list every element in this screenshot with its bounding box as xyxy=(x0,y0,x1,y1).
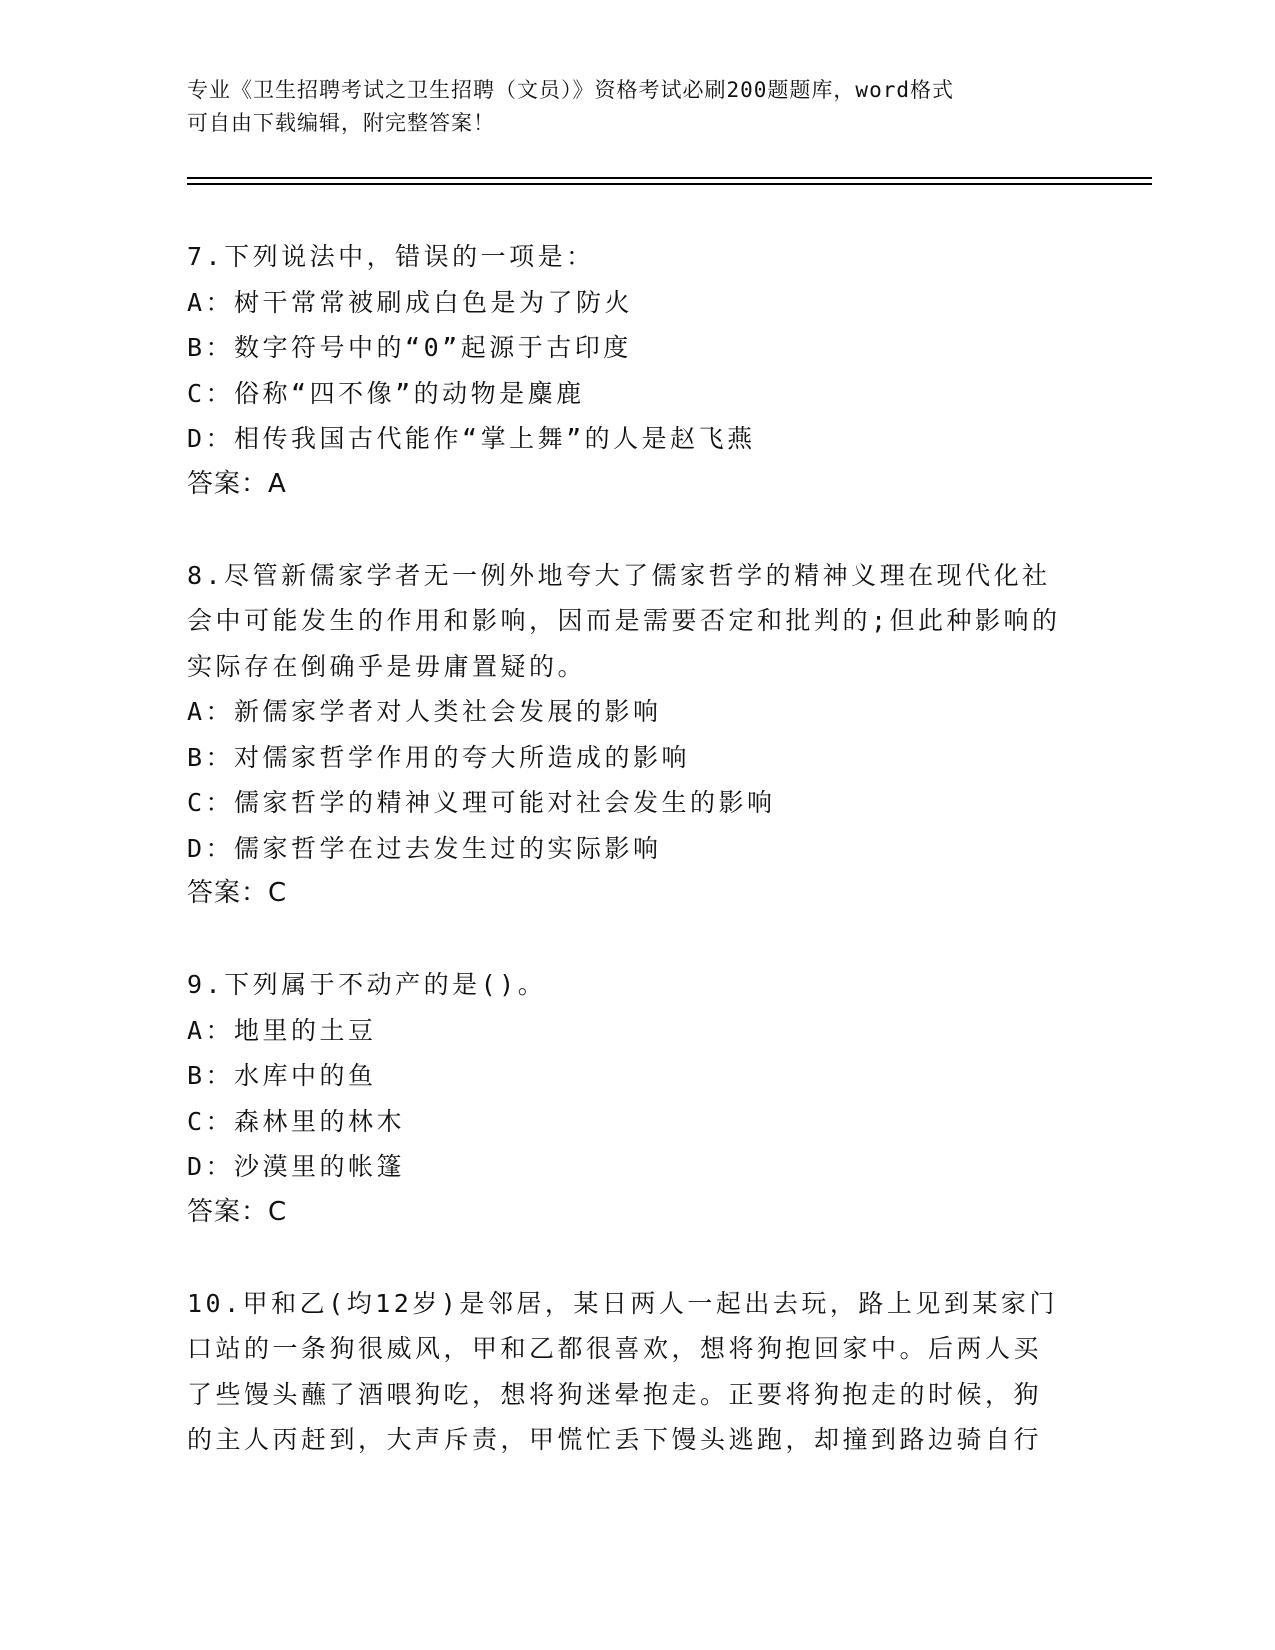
option-b: B：数字符号中的“0”起源于古印度 xyxy=(187,333,632,362)
option-d: D：沙漠里的帐篷 xyxy=(187,1152,406,1181)
spacer xyxy=(187,507,1087,553)
question-text: 7.下列说法中，错误的一项是： xyxy=(187,242,595,271)
question-text: 9.下列属于不动产的是()。 xyxy=(187,970,547,999)
header-line-2: 可自由下载编辑，附完整答案！ xyxy=(187,111,495,135)
option-c: C：俗称“四不像”的动物是麋鹿 xyxy=(187,378,585,408)
answer: 答案：C xyxy=(187,1196,288,1227)
option-d: D：相传我国古代能作“掌上舞”的人是赵飞燕 xyxy=(187,424,756,453)
option-c: C：森林里的林木 xyxy=(187,1106,406,1136)
option-c: C：儒家哲学的精神义理可能对社会发生的影响 xyxy=(187,788,776,817)
question-9 xyxy=(187,962,1087,1235)
question-text: 实际存在倒确乎是毋庸置疑的。 xyxy=(187,651,587,681)
header-rule-top xyxy=(187,177,1152,179)
answer: 答案：A xyxy=(187,468,287,499)
option-b: B：对儒家哲学作用的夸大所造成的影响 xyxy=(187,742,691,772)
header-line-1: 专业《卫生招聘考试之卫生招聘（文员）》资格考试必刷200题题库，word格式 xyxy=(187,78,954,102)
question-10 xyxy=(187,1281,1087,1463)
answer: 答案：C xyxy=(187,878,288,908)
option-a: A：树干常常被刷成白色是为了防火 xyxy=(187,287,634,317)
question-list xyxy=(187,234,1087,1463)
question-text: 10.甲和乙(均12岁)是邻居，某日两人一起出去玩，路上见到某家门 xyxy=(187,1288,1058,1318)
header-rule-bottom xyxy=(187,183,1152,185)
document-header xyxy=(187,74,1067,140)
question-text: 的主人丙赶到，大声斥责，甲慌忙丢下馒头逃跑，却撞到路边骑自行 xyxy=(187,1425,1043,1454)
question-text: 了些馒头蘸了酒喂狗吃，想将狗迷晕抱走。正要将狗抱走的时候，狗 xyxy=(187,1379,1043,1409)
spacer xyxy=(187,1235,1087,1281)
spacer xyxy=(187,917,1087,963)
option-d: D：儒家哲学在过去发生过的实际影响 xyxy=(187,833,662,863)
question-text: 口站的一条狗很威风，甲和乙都很喜欢，想将狗抱回家中。后两人买 xyxy=(187,1334,1043,1363)
question-text: 8.尽管新儒家学者无一例外地夸大了儒家哲学的精神义理在现代化社 xyxy=(187,560,1051,590)
option-a: A：地里的土豆 xyxy=(187,1015,377,1045)
option-a: A：新儒家学者对人类社会发展的影响 xyxy=(187,697,662,726)
question-7 xyxy=(187,234,1087,507)
question-text: 会中可能发生的作用和影响，因而是需要否定和批判的;但此种影响的 xyxy=(187,606,1061,635)
option-b: B：水库中的鱼 xyxy=(187,1061,377,1090)
question-8 xyxy=(187,553,1087,917)
